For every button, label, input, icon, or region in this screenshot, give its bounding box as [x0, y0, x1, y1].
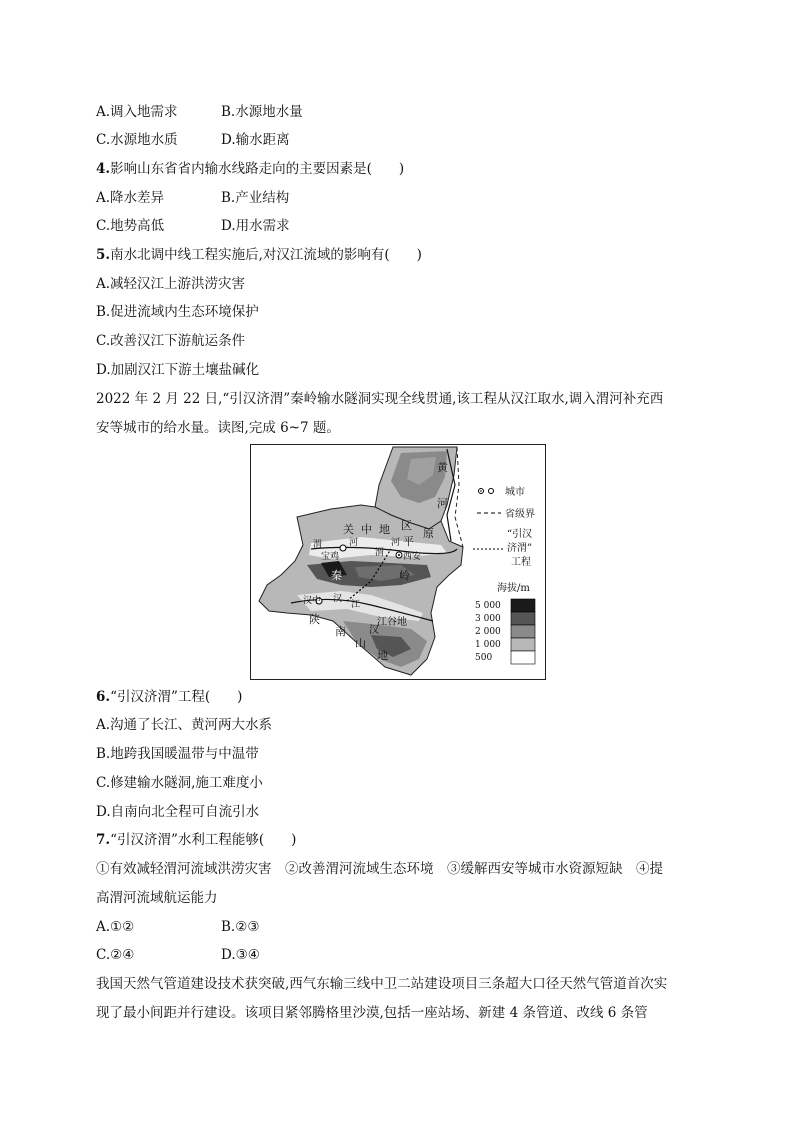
map-label-he2: 河 — [349, 538, 359, 548]
q4-options-row1 — [96, 189, 289, 207]
q5-option-c: C.改善汉江下游航运条件 — [96, 333, 246, 349]
q4-option-c: C.地势高低 — [96, 218, 165, 234]
q7-option-d: D.③④ — [221, 947, 260, 963]
relief-map — [250, 444, 546, 680]
q6-option-d: D.自南向北全程可自流引水 — [96, 804, 260, 820]
map-label-qin: 秦 — [331, 569, 342, 582]
map-label-qu: 区 — [401, 519, 412, 532]
q5-stem — [96, 246, 422, 264]
elevation-label-2: 2 000 — [475, 627, 501, 637]
passage2-line1: 我国天然气管道建设技术获突破,西气东输三线中卫二站建设项目三条超大口径天然气管道首次实 — [96, 976, 668, 992]
q5-option-a: A.减轻汉江上游洪涝灾害 — [96, 276, 246, 292]
elevation-swatch-3 — [511, 638, 535, 651]
map-label-di2: 地 — [377, 649, 388, 662]
map-label-yuan: 原 — [423, 527, 434, 540]
q4-stem — [96, 160, 404, 178]
passage1-line1: 2022 年 2 月 22 日,“引汉济渭”秦岭输水隧洞实现全线贯通,该工程从汉江取水,调入渭河补充西 — [96, 391, 664, 407]
passage2-line2: 现了最小间距并行建设。该项目紧邻腾格里沙漠,包括一座站场、新建 4 条管道、改线 6 条管 — [96, 1005, 648, 1021]
map-label-xian: 西安 — [403, 552, 422, 562]
elevation-swatch-1 — [511, 612, 535, 625]
map-label-nan: 南 — [335, 625, 346, 638]
elevation-legend — [475, 599, 535, 664]
map-label-he: 河 — [437, 497, 448, 510]
legend-city: 城市 — [505, 487, 525, 498]
map-label-jiang: 江 — [351, 600, 361, 610]
q5-text: 南水北调中线工程实施后,对汉江流域的影响有( ) — [110, 247, 422, 263]
map-label-jiang2: 江谷地 — [377, 617, 407, 628]
q7-options-row1 — [96, 918, 259, 936]
elevation-label-3: 1 000 — [475, 640, 501, 650]
legend-project-l2: 济渭” — [507, 543, 533, 554]
q4-option-d: D.用水需求 — [221, 218, 290, 234]
legend-project-l1: “引汉 — [507, 529, 533, 540]
q6-text: “引汉济渭”工程( ) — [110, 689, 243, 705]
q6-option-a: A.沟通了长江、黄河两大水系 — [96, 717, 273, 733]
elevation-swatch-0 — [511, 599, 535, 612]
elevation-swatch-4 — [511, 651, 535, 664]
q5-option-d: D.加剧汉江下游土壤盐碱化 — [96, 362, 260, 378]
q7-items-line2: 高渭河流域航运能力 — [96, 890, 218, 906]
map-label-wei: 渭 — [313, 540, 323, 550]
q7-number: 7. — [96, 832, 111, 848]
q7-text: “引汉济渭”水利工程能够( ) — [110, 832, 297, 848]
q3-option-a: A.调入地需求 — [96, 104, 178, 120]
elevation-swatch-2 — [511, 625, 535, 638]
q6-stem — [96, 688, 242, 706]
q4-options-row2 — [96, 217, 290, 235]
q5-number: 5. — [96, 247, 111, 263]
q7-items-line1: ①有效减轻渭河流域洪涝灾害 ②改善渭河流域生态环境 ③缓解西安等城市水资源短缺 ④提 — [96, 861, 663, 877]
relief-map-svg — [251, 445, 545, 679]
q4-text: 影响山东省省内输水线路走向的主要因素是( ) — [110, 161, 405, 177]
city-baoji-marker — [340, 545, 346, 551]
map-label-he3: 河 — [391, 538, 401, 548]
map-label-baoji: 宝鸡 — [321, 552, 340, 562]
passage1-line2: 安等城市的给水量。读图,完成 6~7 题。 — [96, 420, 340, 436]
q5-option-b: B.促进流域内生态环境保护 — [96, 304, 259, 320]
map-label-shan: 陕 — [309, 613, 320, 626]
q3-options-row1 — [96, 103, 303, 121]
legend-elev-title: 海拔/m — [497, 583, 530, 594]
elevation-label-0: 5 000 — [475, 601, 501, 611]
map-label-wei2: 渭 — [375, 548, 385, 558]
q7-option-a: A.①② — [96, 919, 135, 935]
q3-option-d: D.输水距离 — [221, 132, 290, 148]
legend-border: 省级界 — [505, 509, 535, 520]
q7-option-c: C.②④ — [96, 947, 135, 963]
q4-number: 4. — [96, 161, 111, 177]
q4-option-b: B.产业结构 — [221, 190, 290, 206]
map-label-hanzhong: 汉中 — [303, 596, 322, 606]
q6-option-b: B.地跨我国暖温带与中温带 — [96, 746, 259, 762]
q3-option-c: C.水源地水质 — [96, 132, 178, 148]
map-label-shan2: 山 — [355, 637, 366, 650]
map-legend — [473, 485, 535, 664]
map-label-ping: 平 — [403, 535, 414, 548]
map-label-huang: 黄 — [437, 461, 448, 474]
legend-project-l3: 工程 — [511, 557, 531, 568]
map-label-di: 地 — [379, 523, 390, 536]
map-label-hanjiang: 汉 — [369, 625, 379, 636]
q6-option-c: C.修建输水隧洞,施工难度小 — [96, 775, 263, 791]
q6-number: 6. — [96, 689, 111, 705]
map-label-zhong: 中 — [361, 523, 372, 536]
map-label-guan: 关 — [343, 523, 354, 536]
q7-stem — [96, 831, 296, 849]
elevation-label-4: 500 — [475, 653, 493, 663]
map-label-han: 汉 — [333, 594, 343, 604]
q3-option-b: B.水源地水量 — [221, 104, 303, 120]
map-label-ling: 岭 — [399, 569, 410, 582]
q4-option-a: A.降水差异 — [96, 190, 165, 206]
q7-option-b: B.②③ — [221, 919, 260, 935]
elevation-label-1: 3 000 — [475, 614, 501, 624]
q3-options-row2 — [96, 131, 290, 149]
q7-options-row2 — [96, 946, 260, 964]
